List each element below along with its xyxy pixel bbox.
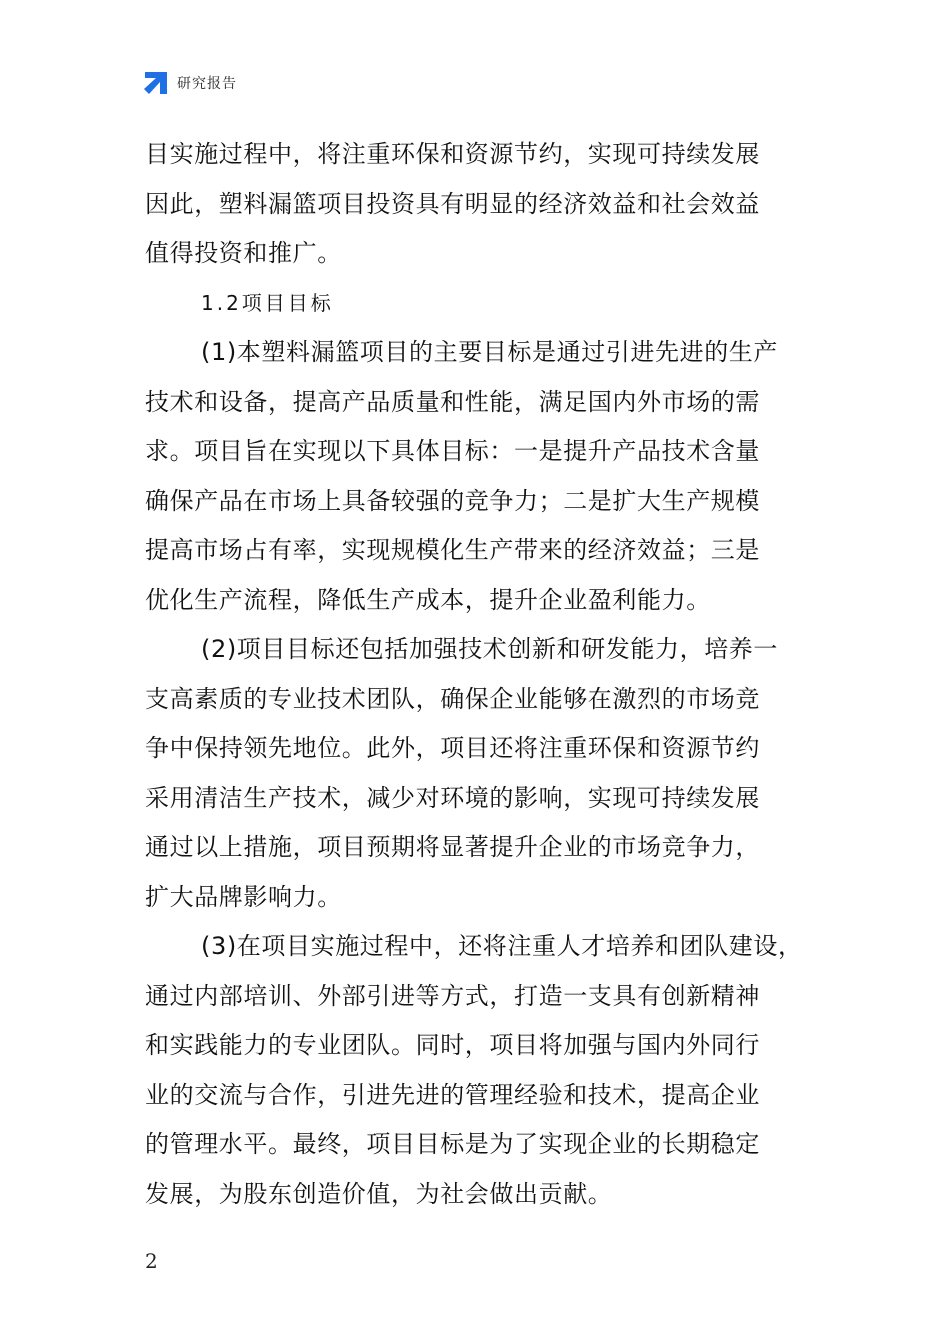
- body-text-line: 通过内部培训、外部引进等方式，打造一支具有创新精神: [145, 981, 760, 1010]
- page-number: 2: [145, 1249, 158, 1273]
- section-heading: 1.2项目目标: [201, 290, 334, 315]
- body-text-line: 和实践能力的专业团队。同时，项目将加强与国内外同行: [145, 1031, 760, 1059]
- header-title: 研究报告: [177, 76, 237, 92]
- body-text-line: 支高素质的专业技术团队，确保企业能够在激烈的市场竞: [145, 684, 760, 713]
- body-text-line: 确保产品在市场上具备较强的竞争力；二是扩大生产规模: [145, 486, 760, 515]
- body-text-line: 因此，塑料漏篮项目投资具有明显的经济效益和社会效益: [145, 189, 760, 218]
- body-text-line: 优化生产流程，降低生产成本，提升企业盈利能力。: [145, 585, 711, 614]
- body-text-line: 技术和设备，提高产品质量和性能，满足国内外市场的需: [145, 387, 760, 416]
- body-text-line: 目实施过程中，将注重环保和资源节约，实现可持续发展: [145, 140, 760, 168]
- page-header: [143, 68, 237, 98]
- body-text-line: (1)本塑料漏篮项目的主要目标是通过引进先进的生产: [201, 338, 778, 366]
- body-text-line: 业的交流与合作，引进先进的管理经验和技术，提高企业: [145, 1080, 760, 1109]
- body-text-line: 求。项目旨在实现以下具体目标：一是提升产品技术含量: [145, 437, 760, 465]
- body-text-line: 争中保持领先地位。此外，项目还将注重环保和资源节约: [145, 734, 760, 762]
- body-text-line: 通过以上措施，项目预期将显著提升企业的市场竞争力，: [145, 833, 760, 861]
- document-body: [145, 130, 835, 1219]
- body-text-line: 提高市场占有率，实现规模化生产带来的经济效益；三是: [145, 536, 760, 564]
- body-text-line: 采用清洁生产技术，减少对环境的影响，实现可持续发展: [145, 783, 760, 812]
- arrow-logo-icon: [143, 70, 169, 96]
- body-text-line: 的管理水平。最终，项目目标是为了实现企业的长期稳定: [145, 1130, 760, 1158]
- body-text-line: 扩大品牌影响力。: [145, 882, 342, 911]
- body-text-line: 发展，为股东创造价值，为社会做出贡献。: [145, 1179, 613, 1208]
- body-text-line: (2)项目目标还包括加强技术创新和研发能力，培养一: [201, 635, 778, 663]
- body-text-line: (3)在项目实施过程中，还将注重人才培养和团队建设，: [201, 932, 803, 960]
- body-text-line: 值得投资和推广。: [145, 239, 342, 267]
